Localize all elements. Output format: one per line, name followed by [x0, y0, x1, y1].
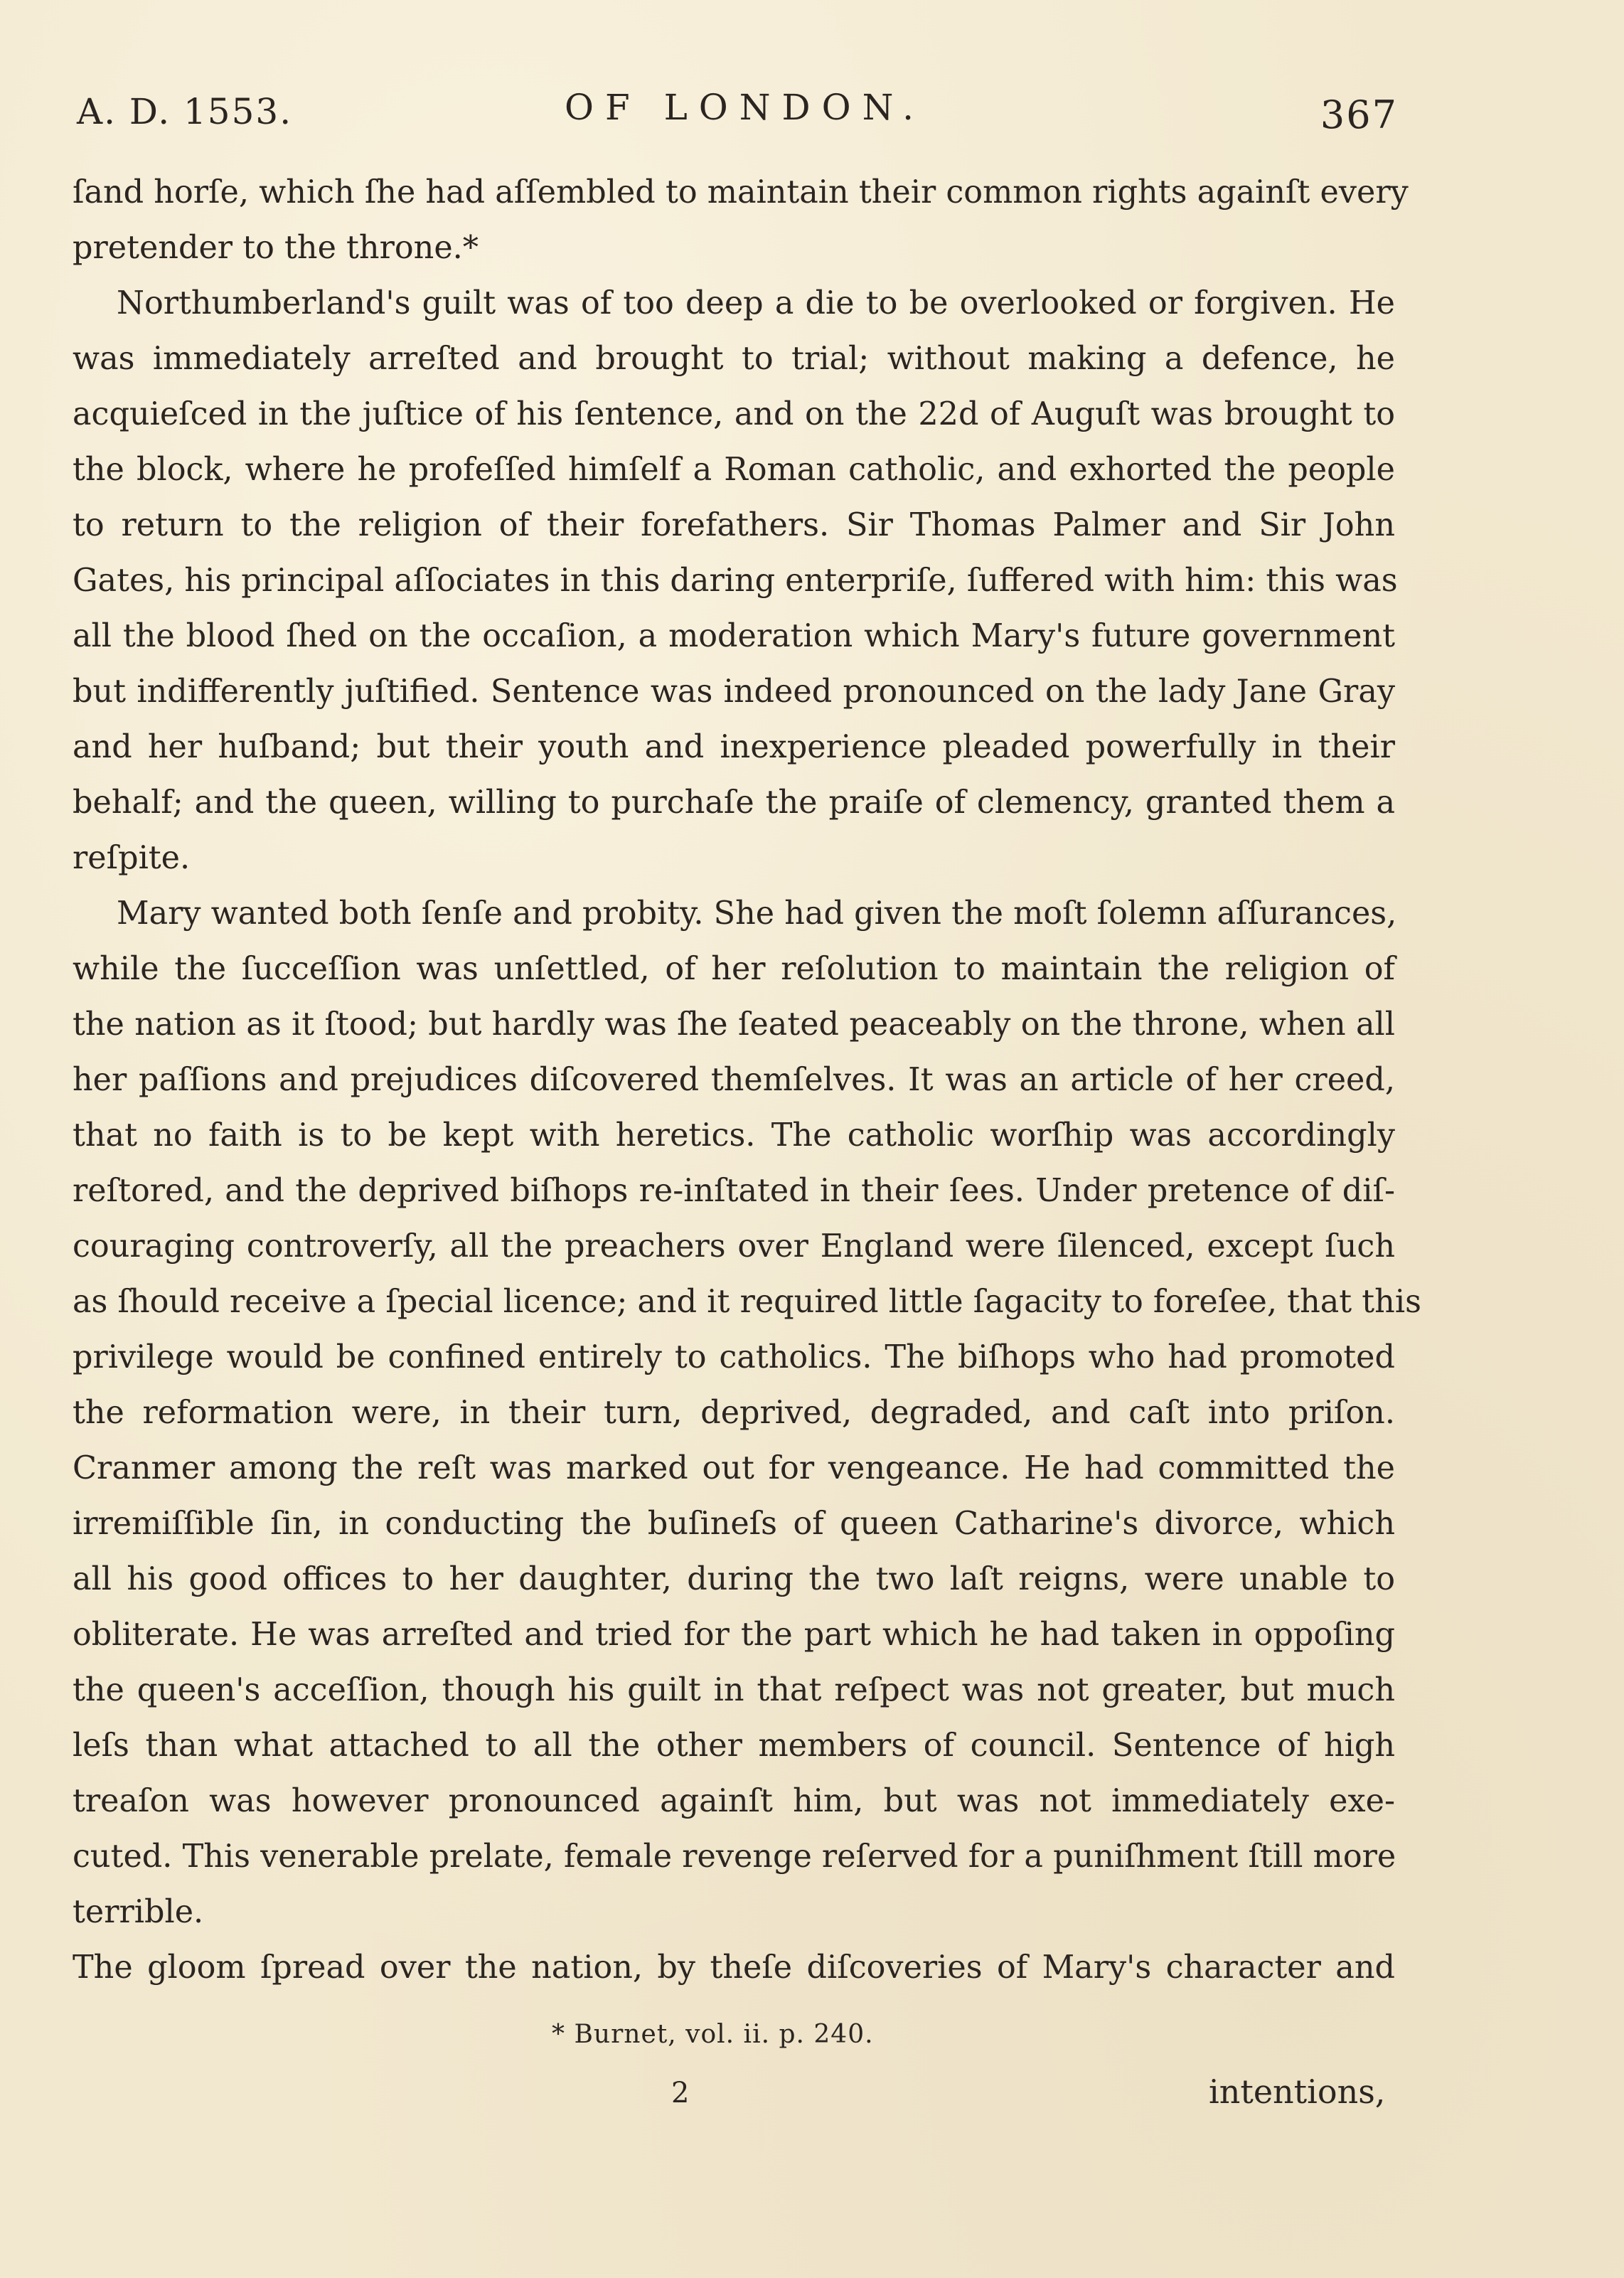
text-line: Gates, his principal aſſociates in this daring enterpriſe, ſuffered with him: this was	[73, 563, 1398, 599]
text-line: couraging controverſy, all the preachers over England were ſilenced, except ſuch	[73, 1228, 1395, 1265]
text-line: cuted. This venerable prelate, female revenge reſerved for a puniſhment ſtill more	[73, 1838, 1396, 1875]
text-line: irremiſſible ſin, in conducting the buſineſs of queen Catharine's divorce, which	[73, 1506, 1395, 1542]
text-line: her paſſions and prejudices diſcovered themſelves. It was an article of her creed,	[73, 1062, 1395, 1098]
text-line: ſand horſe, which ſhe had aſſembled to maintain their common rights againſt every	[73, 174, 1409, 211]
text-line: The gloom ſpread over the nation, by theſe diſcoveries of Mary's character and	[73, 1949, 1395, 1986]
text-line: leſs than what attached to all the other members of council. Sentence of high	[73, 1728, 1395, 1764]
text-line: Northumberland's guilt was of too deep a die to be overlooked or forgiven. He	[117, 285, 1395, 321]
header-date: A. D. 1553.	[77, 91, 293, 132]
signature-mark: 2	[671, 2077, 690, 2109]
text-line: obliterate. He was arreſted and tried for the part which he had taken in oppoſing	[73, 1617, 1395, 1653]
text-line: Cranmer among the reſt was marked out for vengeance. He had committed the	[73, 1450, 1395, 1486]
text-line: to return to the religion of their forefathers. Sir Thomas Palmer and Sir John	[73, 507, 1395, 543]
page-number: 367	[1320, 92, 1398, 137]
text-line: all the blood ſhed on the occaſion, a moderation which Mary's future government	[73, 618, 1395, 654]
text-line: reſtored, and the deprived biſhops re-inſtated in their ſees. Under pretence of diſ-	[73, 1173, 1395, 1209]
header-title: OF LONDON.	[565, 87, 926, 128]
text-line: reſpite.	[73, 840, 191, 876]
text-line: all his good offices to her daughter, during the two laſt reigns, were unable to	[73, 1561, 1395, 1597]
text-line: treaſon was however pronounced againſt him, but was not immediately exe-	[73, 1783, 1395, 1819]
text-line: while the ſucceſſion was unſettled, of her reſolution to maintain the religion of	[73, 951, 1395, 987]
text-line: the reformation were, in their turn, deprived, degraded, and caſt into priſon.	[73, 1395, 1395, 1431]
text-line: behalf; and the queen, willing to purchaſe the praiſe of clemency, granted them a	[73, 784, 1395, 821]
text-line: the queen's acceſſion, though his guilt in that reſpect was not greater, but much	[73, 1672, 1395, 1708]
text-line: but indifferently juſtified. Sentence was indeed pronounced on the lady Jane Gray	[73, 674, 1395, 710]
text-line: terrible.	[73, 1894, 204, 1930]
text-line: and her huſband; but their youth and inexperience pleaded powerfully in their	[73, 729, 1395, 765]
text-line: that no faith is to be kept with heretics. The catholic worſhip was accordingly	[73, 1117, 1395, 1154]
text-line: the block, where he profeſſed himſelf a Roman catholic, and exhorted the people	[73, 452, 1395, 488]
text-line: the nation as it ſtood; but hardly was ſhe ſeated peaceably on the throne, when all	[73, 1006, 1395, 1043]
footnote: * Burnet, vol. ii. p. 240.	[552, 2020, 874, 2049]
text-line: Mary wanted both ſenſe and probity. She had given the moſt ſolemn aſſurances,	[117, 895, 1397, 932]
text-line: as ſhould receive a ſpecial licence; and it required little ſagacity to foreſee, that this	[73, 1284, 1421, 1320]
text-line: acquieſced in the juſtice of his ſentence, and on the 22d of Auguſt was brought to	[73, 396, 1395, 432]
running-head	[0, 87, 1624, 148]
text-line: privilege would be confined entirely to catholics. The biſhops who had promoted	[73, 1339, 1395, 1375]
catchword: intentions,	[1209, 2072, 1386, 2111]
body-text	[73, 165, 1421, 1996]
text-line: was immediately arreſted and brought to trial; without making a defence, he	[73, 341, 1395, 377]
text-line: pretender to the throne.*	[73, 230, 479, 266]
